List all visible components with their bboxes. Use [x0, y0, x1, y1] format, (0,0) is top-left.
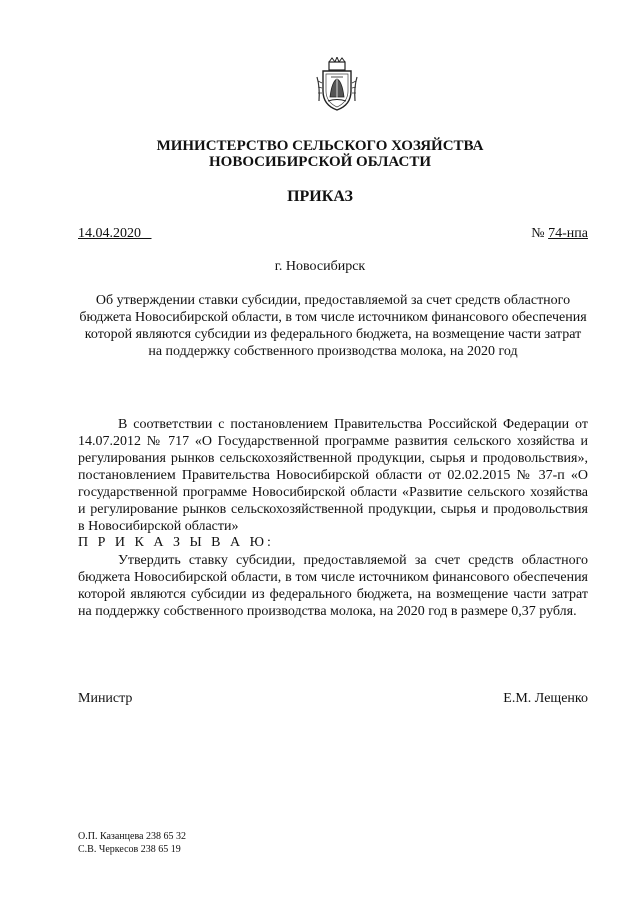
preamble-paragraph: В соответствии с постановлением Правительства Российской Федерации от 14.07.2012 № 717 «О Государственной программе развития сельского хозяйства и регулирования рынков сельскохозяйственной продукции, сырья и продовольствия», постановлением Правительства Новосибирской области от 02.02.2015 № 37-п «О государственной программе Новосибирской области «Развитие сельского хозяйства и регулирование рынков сельскохозяйственной продукции, сырья и продовольствия в Новосибирской области» — [78, 417, 588, 534]
document-type-title: ПРИКАЗ — [287, 188, 353, 205]
resolution-paragraph: Утвердить ставку субсидии, предоставляемой за счет средств областного бюджета Новосибирской области, в том числе источником финансового обеспечения которой являются субсидии из федерального бюджета, на возмещение части затрат на поддержку собственного производства молока, на 2020 год в размере 0,37 рубля. — [78, 553, 588, 619]
document-date: 14.04.2020 — [78, 226, 141, 241]
ministry-name-line2: НОВОСИБИРСКОЙ ОБЛАСТИ — [208, 154, 432, 170]
ministry-name-line1: МИНИСТЕРСТВО СЕЛЬСКОГО ХОЗЯЙСТВА — [156, 138, 484, 154]
document-city: г. Новосибирск — [274, 259, 366, 274]
executor-contact: С.В. Черкесов 238 65 19 — [78, 844, 181, 855]
document-number: № 74-нпа — [531, 226, 588, 241]
document-subject: Об утверждении ставки субсидии, предоставляемой за счет средств областного бюджета Новосибирской области, в том числе источником финансового обеспечения которой являются субсидии из федерального бюджета, на возмещение части затрат на поддержку собственного производства молока, на 2020 год — [79, 293, 587, 359]
signatory-title: Министр — [78, 691, 133, 706]
signatory-name: Е.М. Лещенко — [503, 691, 588, 706]
coat-of-arms-icon — [315, 57, 359, 112]
executor-contact: О.П. Казанцева 238 65 32 — [78, 831, 186, 842]
order-word: П Р И К А З Ы В А Ю: — [78, 535, 274, 550]
